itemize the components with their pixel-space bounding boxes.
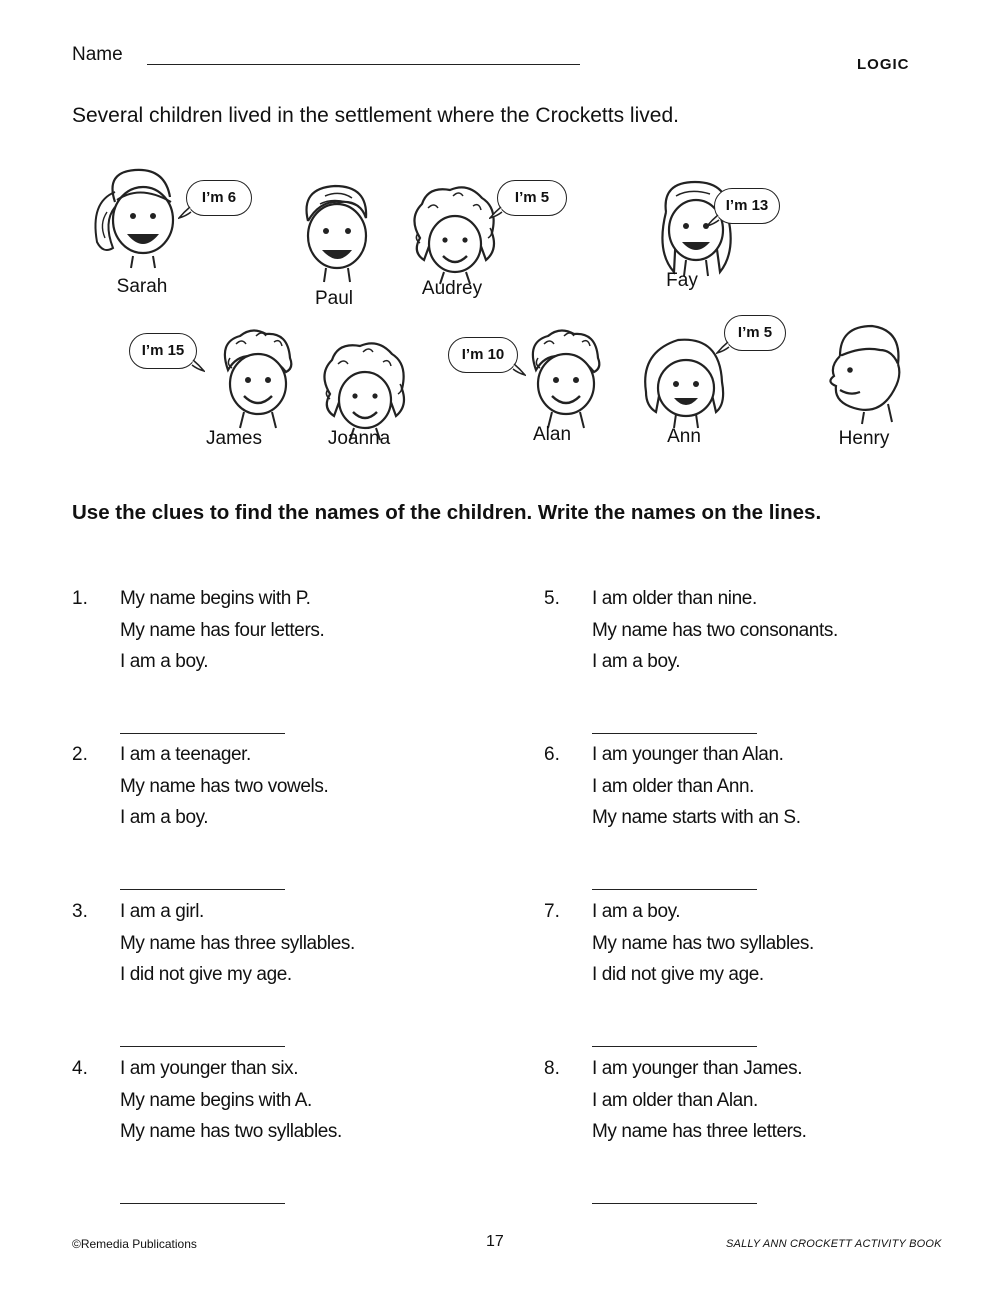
clue-text-line: I am a boy. (592, 901, 681, 922)
clue-text-line: I am younger than Alan. (592, 744, 784, 765)
speech-bubble-tail (178, 206, 192, 220)
name-label: Name (72, 44, 123, 65)
clue-number: 1. (72, 588, 88, 609)
answer-write-line[interactable] (120, 889, 285, 890)
section-label: LOGIC (857, 56, 910, 73)
clue-text-line: My name has three letters. (592, 1121, 807, 1142)
page-number: 17 (486, 1233, 504, 1250)
clue-item (544, 1058, 944, 1218)
clue-item (72, 744, 472, 904)
child-name-james: James (206, 428, 262, 449)
clue-text-line: My name has four letters. (120, 619, 325, 641)
clue-text-line: I am a teenager. (120, 744, 251, 765)
answer-write-line[interactable] (120, 733, 285, 734)
clue-number: 2. (72, 744, 88, 765)
clue-text-line: My name begins with P. (120, 588, 311, 609)
age-speech-bubble: I’m 5 (497, 180, 567, 216)
clue-number: 5. (544, 588, 560, 609)
clue-text-line: I am younger than six. (120, 1058, 299, 1079)
boy-profile-face-icon (810, 316, 920, 426)
girl-face-icon (628, 322, 738, 432)
child-name-henry: Henry (838, 428, 890, 449)
speech-bubble-tail (512, 363, 526, 377)
child-name-sarah: Sarah (116, 276, 168, 297)
child-name-fay: Fay (666, 270, 698, 291)
clue-text-line: My name has two syllables. (120, 1121, 342, 1142)
clue-text-line: My name begins with A. (120, 1089, 312, 1111)
age-speech-bubble: I’m 5 (724, 315, 786, 351)
answer-write-line[interactable] (120, 1203, 285, 1204)
clue-text-line: I am older than Ann. (592, 775, 755, 797)
answer-write-line[interactable] (120, 1046, 285, 1047)
boy-curly-face-icon (200, 322, 310, 432)
answer-write-line[interactable] (592, 733, 757, 734)
intro-text: Several children lived in the settlement where the Crocketts lived. (72, 104, 679, 127)
clue-item (544, 901, 944, 1061)
clue-number: 8. (544, 1058, 560, 1079)
clue-text-line: I am younger than James. (592, 1058, 803, 1079)
answer-write-line[interactable] (592, 1046, 757, 1047)
clue-text-line: My name has three syllables. (120, 932, 355, 954)
answer-write-line[interactable] (592, 889, 757, 890)
publisher-credit: ©Remedia Publications (72, 1237, 197, 1251)
boy-face-icon (280, 176, 390, 286)
clue-text-line: I am older than nine. (592, 588, 757, 609)
speech-bubble-tail (716, 341, 730, 355)
child-name-audrey: Audrey (421, 278, 483, 299)
clue-text-line: I am a boy. (592, 651, 681, 672)
clue-item (544, 744, 944, 904)
clue-item (72, 1058, 472, 1218)
clue-text-line: I did not give my age. (592, 964, 764, 985)
clue-number: 7. (544, 901, 560, 922)
child-name-paul: Paul (314, 288, 354, 309)
clue-text-line: My name has two consonants. (592, 619, 838, 641)
age-speech-bubble: I’m 10 (448, 337, 518, 373)
girl-curly-face-icon (398, 178, 508, 288)
child-name-alan: Alan (532, 424, 572, 445)
answer-write-line[interactable] (592, 1203, 757, 1204)
clue-number: 3. (72, 901, 88, 922)
name-write-line[interactable] (147, 64, 580, 65)
clue-text-line: I did not give my age. (120, 964, 292, 985)
clue-text-line: I am older than Alan. (592, 1089, 758, 1111)
speech-bubble-tail (706, 214, 720, 228)
speech-bubble-tail (191, 359, 205, 373)
speech-bubble-tail (489, 206, 503, 220)
instructions: Use the clues to find the names of the children. Write the names on the lines. (72, 501, 822, 524)
age-speech-bubble: I’m 13 (714, 188, 780, 224)
clue-item (72, 588, 472, 748)
clue-number: 4. (72, 1058, 88, 1079)
clue-text-line: My name has two vowels. (120, 775, 329, 797)
clue-number: 6. (544, 744, 560, 765)
child-name-ann: Ann (667, 426, 701, 447)
clue-text-line: I am a girl. (120, 901, 204, 922)
clue-item (72, 901, 472, 1061)
book-title: SALLY ANN CROCKETT ACTIVITY BOOK (726, 1238, 942, 1250)
clue-text-line: My name has two syllables. (592, 932, 814, 954)
clue-text-line: I am a boy. (120, 651, 209, 672)
age-speech-bubble: I’m 6 (186, 180, 252, 216)
age-speech-bubble: I’m 15 (129, 333, 197, 369)
clue-text-line: I am a boy. (120, 807, 209, 828)
clue-item (544, 588, 944, 748)
child-name-joanna: Joanna (327, 428, 391, 449)
clue-text-line: My name starts with an S. (592, 807, 801, 828)
